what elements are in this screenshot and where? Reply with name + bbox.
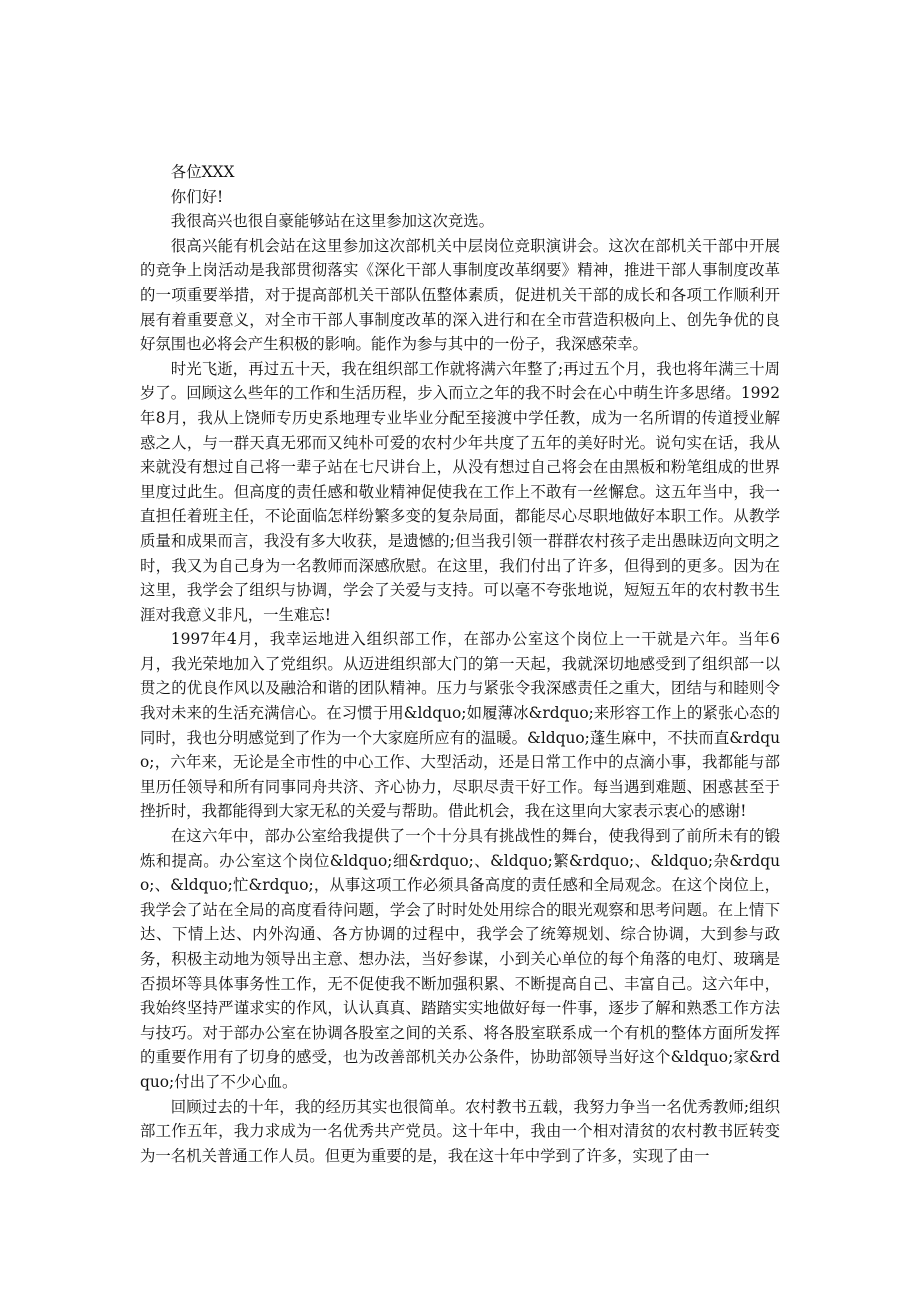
paragraph: 时光飞逝，再过五十天，我在组织部工作就将满六年整了;再过五个月，我也将年满三十周岁了。回顾这么些年的工作和生活历程，步入而立之年的我不时会在心中萌生许多思绪。1992年8月，我从上饶师专历史系地理专业毕业分配至接渡中学任教，成为一名所谓的传道授业解惑之人，与一群天真无邪而又纯朴可爱的农村少年共度了五年的美好时光。说句实在话，我从来就没有想过自己将一辈子站在七尺讲台上，从没有想过自己将会在由黑板和粉笔组成的世界里度过此生。但高度的责任感和敬业精神促使我在工作上不敢有一丝懈怠。这五年当中，我一直担任着班主任，不论面临怎样纷繁多变的复杂局面，都能尽心尽职地做好本职工作。从教学质量和成果而言，我没有多大收获，是遗憾的;但当我引领一群群农村孩子走出愚昧迈向文明之时，我又为自己身为一名教师而深感欣慰。在这里，我们付出了许多，但得到的更多。因为在这里，我学会了组织与协调，学会了关爱与支持。可以毫不夸张地说，短短五年的农村教书生涯对我意义非凡，一生难忘!	[140, 359, 780, 624]
paragraph: 在这六年中，部办公室给我提供了一个十分具有挑战性的舞台，使我得到了前所未有的锻炼和提高。办公室这个岗位&ldquo;细&rdquo;、&ldquo;繁&rdquo;、&ldquo;杂&rdquo;、&ldquo;忙&rdquo;，从事这项工作必须具备高度的责任感和全局观念。在这个岗位上，我学会了站在全局的高度看待问题，学会了时时处处用综合的眼光观察和思考问题。在上情下达、下情上达、内外沟通、各方协调的过程中，我学会了统筹规划、综合协调，大到参与政务，积极主动地为领导出主意、想办法，当好参谋，小到关心单位的每个角落的电灯、玻璃是否损坏等具体事务性工作，无不促使我不断加强积累、不断提高自己、丰富自己。这六年中，我始终坚持严谨求实的作风，认认真真、踏踏实实地做好每一件事，逐步了解和熟悉工作方法与技巧。对于部办公室在协调各股室之间的关系、将各股室联系成一个有机的整体方面所发挥的重要作用有了切身的感受，也为改善部机关办公条件，协助部领导当好这个&ldquo;家&rdquo;付出了不少心血。	[140, 827, 780, 1091]
paragraph: 很高兴能有机会站在这里参加这次部机关中层岗位竞职演讲会。这次在部机关干部中开展的竞争上岗活动是我部贯彻落实《深化干部人事制度改革纲要》精神，推进干部人事制度改革的一项重要举措，对于提高部机关干部队伍整体素质，促进机关干部的成长和各项工作顺利开展有着重要意义，对全市干部人事制度改革的深入进行和在全市营造积极向上、创先争优的良好氛围也必将会产生积极的影响。能作为参与其中的一份子，我深感荣幸。	[140, 236, 780, 354]
document-body	[140, 160, 780, 1168]
paragraph: 回顾过去的十年，我的经历其实也很简单。农村教书五载，我努力争当一名优秀教师;组织部工作五年，我力求成为一名优秀共产党员。这十年中，我由一个相对清贫的农村教书匠转变为一名机关普通工作人员。但更为重要的是，我在这十年中学到了许多，实现了由一	[140, 1097, 780, 1165]
paragraph: 1997年4月，我幸运地进入组织部工作，在部办公室这个岗位上一干就是六年。当年6月，我光荣地加入了党组织。从迈进组织部大门的第一天起，我就深切地感受到了组织部一以贯之的优良作风以及融洽和谐的团队精神。压力与紧张令我深感责任之重大，团结与和睦则令我对未来的生活充满信心。在习惯于用&ldquo;如履薄冰&rdquo;来形容工作上的紧张心态的同时，我也分明感觉到了作为一个大家庭所应有的温暖。&ldquo;蓬生麻中，不扶而直&rdquo;，六年来，无论是全市性的中心工作、大型活动，还是日常工作中的点滴小事，我都能与部里历任领导和所有同事同舟共济、齐心协力，尽职尽责干好工作。每当遇到难题、困惑甚至于挫折时，我都能得到大家无私的关爱与帮助。借此机会，我在这里向大家表示衷心的感谢!	[140, 630, 780, 821]
salutation: 各位XXX	[170, 163, 235, 181]
greeting: 你们好!	[170, 187, 224, 206]
paragraph: 我很高兴也很自豪能够站在这里参加这次竞选。	[170, 212, 495, 231]
